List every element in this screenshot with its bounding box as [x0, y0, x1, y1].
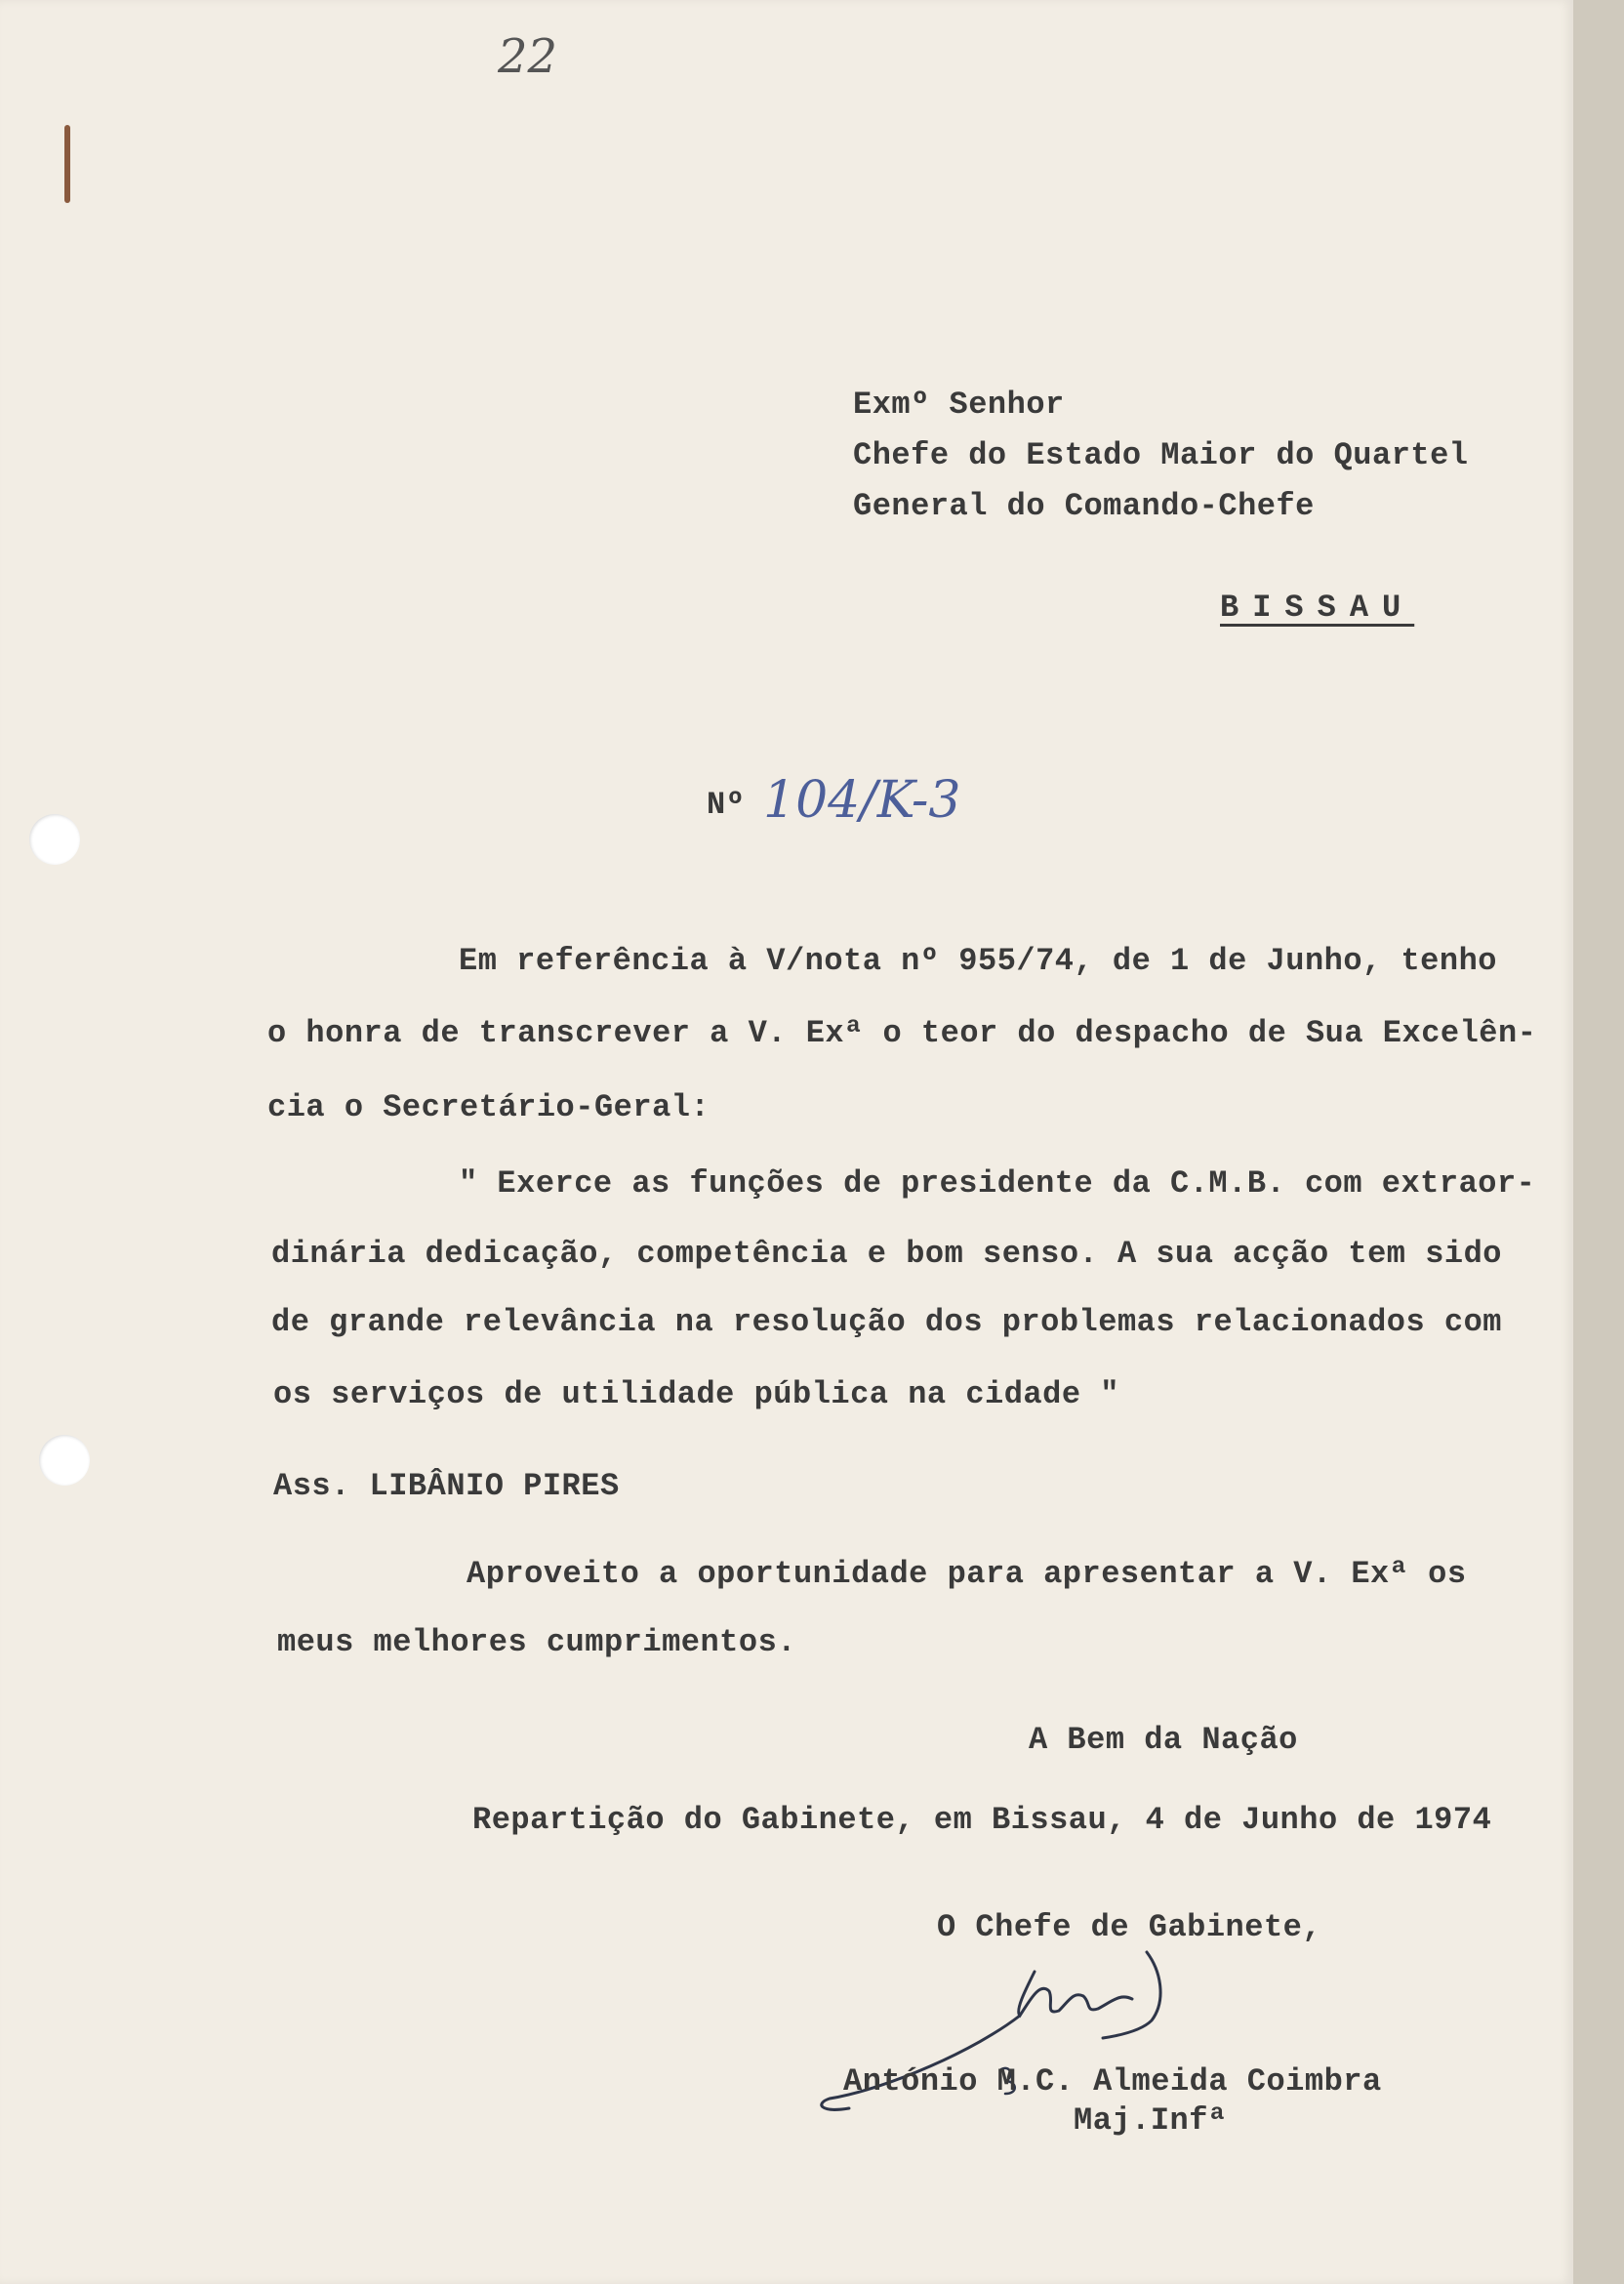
signer-name: António M.C. Almeida Coimbra — [843, 2063, 1382, 2100]
staple-mark — [64, 125, 70, 203]
quote-line-2: dinária dedicação, competência e bom senso. A sua acção tem sido — [271, 1236, 1502, 1272]
quote-line-4: os serviços de utilidade pública na cidade " — [273, 1376, 1119, 1412]
recipient-line-1: Exmº Senhor — [853, 387, 1065, 423]
signed-by: Ass. LIBÂNIO PIRES — [273, 1468, 620, 1504]
recipient-line-3: General do Comando-Chefe — [853, 488, 1315, 524]
reference-number: 104/K-3 — [763, 771, 961, 830]
closing-title: O Chefe de Gabinete, — [937, 1909, 1322, 1945]
punch-hole-bottom — [39, 1435, 90, 1486]
page-number: 22 — [498, 29, 558, 84]
quote-line-1: " Exerce as funções de presidente da C.M.B. com extraor- — [459, 1165, 1536, 1202]
body-para1-line-2: o honra de transcrever a V. Exª o teor do despacho de Sua Excelên- — [267, 1015, 1537, 1051]
signer-rank: Maj.Infª — [1074, 2102, 1228, 2139]
closing-motto: A Bem da Nação — [1029, 1722, 1298, 1758]
body-para1-line-3: cia o Secretário-Geral: — [267, 1089, 710, 1125]
body-para2-line-2: meus melhores cumprimentos. — [277, 1624, 796, 1660]
punch-hole-top — [29, 814, 80, 865]
background-edge — [1573, 0, 1624, 2284]
body-para1-line-1: Em referência à V/nota nº 955/74, de 1 de Junho, tenho — [459, 943, 1497, 979]
quote-line-3: de grande relevância na resolução dos problemas relacionados com — [271, 1304, 1502, 1340]
reference-label: Nº — [707, 787, 746, 823]
closing-place-date: Repartição do Gabinete, em Bissau, 4 de Junho de 1974 — [472, 1802, 1492, 1838]
recipient-city: BISSAU — [1220, 590, 1415, 626]
recipient-line-2: Chefe do Estado Maior do Quartel — [853, 437, 1469, 473]
body-para2-line-1: Aproveito a oportunidade para apresentar a V. Exª os — [467, 1556, 1467, 1592]
